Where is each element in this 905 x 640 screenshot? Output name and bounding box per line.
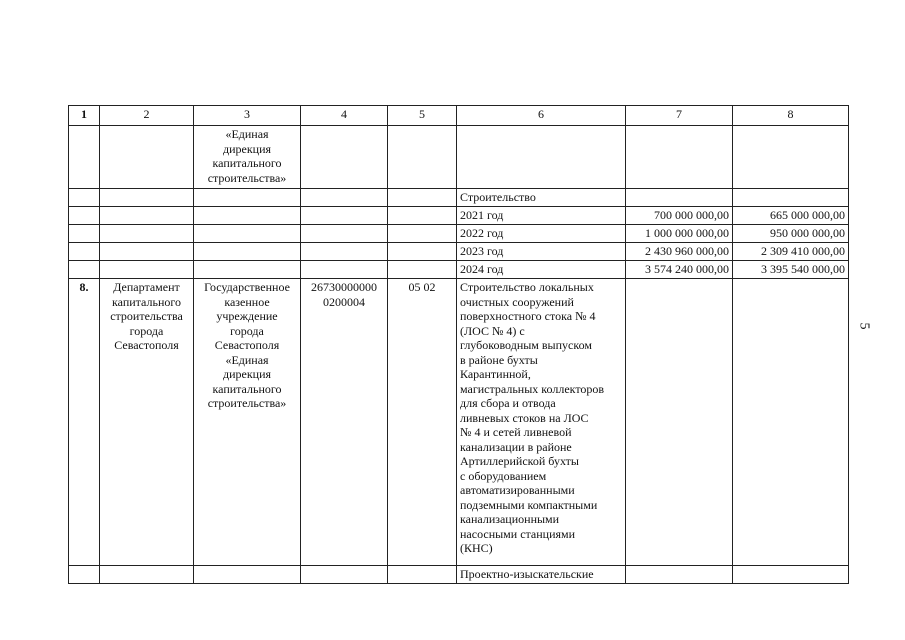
text-line: 26730000000 — [311, 280, 377, 294]
cell — [301, 126, 388, 189]
year-row — [69, 207, 849, 225]
amount-col7: 2 430 960 000,00 — [626, 243, 733, 261]
text-line: Департамент — [113, 280, 180, 294]
cell — [194, 207, 301, 225]
entry-row — [69, 279, 849, 566]
cell — [194, 243, 301, 261]
text-line: глубоководным выпуском — [460, 338, 592, 352]
text-line: капитального — [112, 294, 181, 309]
text-line: Карантинной, — [460, 367, 531, 381]
cell — [733, 279, 849, 566]
entry-organization — [194, 279, 301, 566]
cell — [388, 243, 457, 261]
cell — [100, 243, 194, 261]
cell — [69, 566, 100, 584]
year-label: 2022 год — [457, 225, 626, 243]
cell — [194, 225, 301, 243]
continued-row — [69, 126, 849, 189]
year-row — [69, 261, 849, 279]
page-number: 5 — [856, 322, 872, 330]
amount-col8: 665 000 000,00 — [733, 207, 849, 225]
text-line: автоматизированными — [460, 483, 575, 497]
text-line: канализационными — [460, 512, 560, 526]
header-cell: 6 — [457, 106, 626, 126]
cell — [733, 566, 849, 584]
header-cell: 3 — [194, 106, 301, 126]
amount-col8: 3 395 540 000,00 — [733, 261, 849, 279]
entry-number: 8. — [69, 279, 100, 566]
header-cell: 8 — [733, 106, 849, 126]
cell — [388, 566, 457, 584]
cell — [457, 126, 626, 189]
cell — [626, 126, 733, 189]
cell — [69, 189, 100, 207]
text-line: капитального — [212, 381, 282, 396]
amount-col7: 1 000 000 000,00 — [626, 225, 733, 243]
text-line: для сбора и отвода — [460, 396, 556, 410]
last-row — [69, 566, 849, 584]
text-line: канализации в районе — [460, 439, 572, 454]
continued-org-cell — [194, 126, 301, 189]
cell — [69, 225, 100, 243]
text-line: поверхностного стока № 4 — [460, 309, 596, 323]
cell — [388, 225, 457, 243]
header-cell: 1 — [69, 106, 100, 126]
year-row — [69, 243, 849, 261]
text-line: в районе бухты — [460, 352, 538, 367]
cell — [301, 261, 388, 279]
year-label: 2021 год — [457, 207, 626, 225]
cell — [388, 261, 457, 279]
cell — [301, 207, 388, 225]
cell — [388, 189, 457, 207]
header-row — [69, 106, 849, 126]
entry-code — [301, 279, 388, 566]
cell — [100, 261, 194, 279]
text-line: насосными станциями — [460, 526, 576, 541]
budget-table — [68, 105, 849, 584]
section-label: Строительство — [457, 189, 626, 207]
text-line: «Единая — [225, 352, 269, 367]
header-cell: 2 — [100, 106, 194, 126]
cell — [194, 261, 301, 279]
cell — [733, 189, 849, 207]
text-line: строительства» — [207, 396, 287, 410]
cell — [69, 207, 100, 225]
text-line: дирекция — [222, 367, 272, 381]
section-row — [69, 189, 849, 207]
header-cell: 4 — [301, 106, 388, 126]
amount-col8: 2 309 410 000,00 — [733, 243, 849, 261]
text-line: капитального — [212, 156, 282, 170]
last-row-label: Проектно-изыскательские — [457, 566, 626, 584]
header-cell: 7 — [626, 106, 733, 126]
cell — [388, 126, 457, 189]
text-line: города — [230, 323, 264, 338]
text-line: Севастополя — [114, 338, 179, 352]
cell — [733, 126, 849, 189]
amount-col7: 3 574 240 000,00 — [626, 261, 733, 279]
entry-department — [100, 279, 194, 566]
cell — [69, 126, 100, 189]
text-line: строительства» — [207, 170, 287, 185]
entry-description — [457, 279, 626, 566]
text-line: очистных сооружений — [460, 294, 574, 309]
text-line: «Единая — [225, 127, 269, 141]
cell — [626, 279, 733, 566]
entry-section-code: 05 02 — [388, 279, 457, 566]
year-label: 2023 год — [457, 243, 626, 261]
year-row — [69, 225, 849, 243]
cell — [626, 189, 733, 207]
cell — [69, 261, 100, 279]
amount-col8: 950 000 000,00 — [733, 225, 849, 243]
text-line: № 4 и сетей ливневой — [460, 425, 572, 439]
amount-col7: 700 000 000,00 — [626, 207, 733, 225]
text-line: Строительство локальных — [460, 280, 594, 294]
text-line: дирекция — [222, 141, 272, 156]
year-label: 2024 год — [457, 261, 626, 279]
cell — [301, 566, 388, 584]
text-line: ливневых стоков на ЛОС — [460, 410, 589, 425]
text-line: с оборудованием — [460, 468, 547, 483]
cell — [626, 566, 733, 584]
cell — [100, 566, 194, 584]
header-cell: 5 — [388, 106, 457, 126]
text-line: Артиллерийской бухты — [460, 454, 579, 468]
cell — [194, 566, 301, 584]
text-line: подземными компактными — [460, 497, 598, 512]
cell — [194, 189, 301, 207]
cell — [69, 243, 100, 261]
text-line: магистральных коллекторов — [460, 381, 605, 396]
text-line: строительства — [110, 309, 183, 323]
text-line: Государственное — [204, 280, 290, 294]
cell — [100, 207, 194, 225]
cell — [301, 189, 388, 207]
text-line: (КНС) — [460, 541, 493, 555]
text-line: учреждение — [216, 309, 278, 323]
cell — [100, 225, 194, 243]
cell — [301, 243, 388, 261]
text-line: (ЛОС № 4) с — [460, 323, 525, 338]
cell — [100, 189, 194, 207]
text-line: города — [129, 323, 164, 338]
text-line: Севастополя — [214, 338, 280, 352]
cell — [100, 126, 194, 189]
text-line: 0200004 — [323, 294, 365, 309]
text-line: казенное — [224, 294, 270, 309]
cell — [301, 225, 388, 243]
cell — [388, 207, 457, 225]
